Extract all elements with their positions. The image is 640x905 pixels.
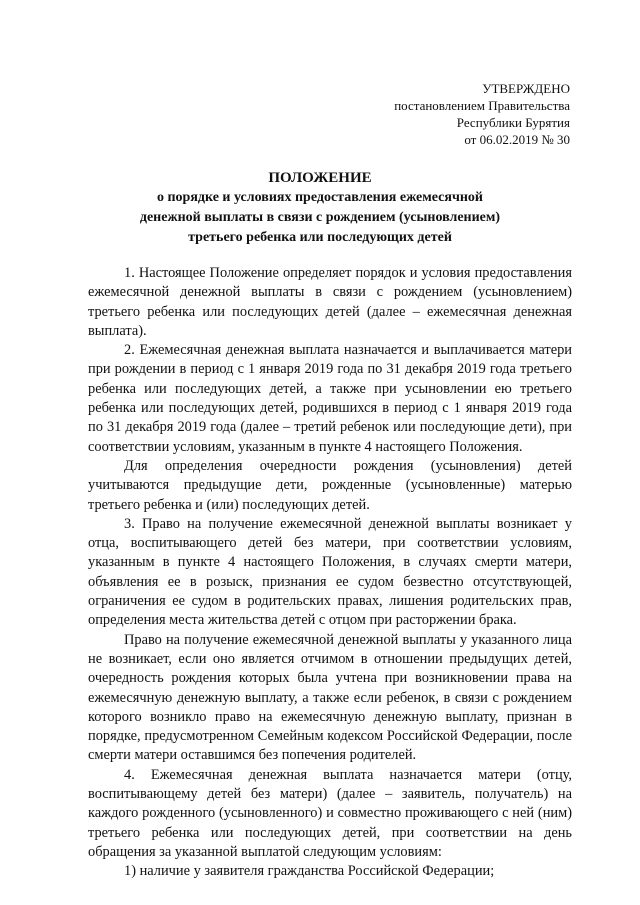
approval-region: Республики Бурятия — [456, 115, 570, 130]
document-title: ПОЛОЖЕНИЕ — [268, 170, 372, 186]
approval-heading: УТВЕРЖДЕНО — [482, 81, 570, 96]
condition-1: 1) наличие у заявителя гражданства Российской Федерации; — [124, 863, 495, 880]
approval-authority: постановлением Правительства — [394, 98, 570, 113]
paragraph-4: 4. Ежемесячная денежная выплата назначается матери (отцу, воспитывающему детей без матери) (далее – заявитель, получатель) на каждого рожденного (усыновленного) и совместно проживающего с ней (ним) третьего ребенка или последующих детей, при соответствии на день обращения за указанной выплатой следующим условиям: — [88, 766, 572, 860]
paragraph-2-note: Для определения очередности рождения (усыновления) детей учитываются предыдущие дети, рожденные (усыновленные) матерью третьего ребенка и (или) последующих детей. — [88, 457, 572, 513]
approval-date-number: от 06.02.2019 № 30 — [464, 132, 570, 147]
paragraph-3-note: Право на получение ежемесячной денежной выплаты у указанного лица не возникает, если оно является отчимом в отношении предыдущих детей, очередность рождения которых была учтена при возникновении права на ежемесячную денежную выплату, а также если ребенок, в связи с рождением которого возникло право на ежемесячную денежную выплату, признан в порядке, предусмотренном Семейным кодексом Российской Федерации, после смерти матери оставшимся без попечения родителей. — [88, 631, 572, 764]
document-subtitle-line-3: третьего ребенка или последующих детей — [188, 230, 452, 245]
paragraph-1: 1. Настоящее Положение определяет порядок и условия предоставления ежемесячной денежной выплаты в связи с рождением (усыновлением) третьего ребенка или последующих детей (далее – ежемесячная денежная выплата). — [88, 265, 572, 339]
document-body — [88, 264, 572, 882]
document-title-block — [60, 168, 580, 248]
document-subtitle-line-2: денежной выплаты в связи с рождением (усыновлением) — [139, 210, 501, 225]
paragraph-3: 3. Право на получение ежемесячной денежной выплаты возникает у отца, воспитывающего детей без матери, при соответствии условиям, указанным в пункте 4 настоящего Положения, в случаях смерти матери, объявления ее в розыск, признания ее судом безвестно отсутствующей, ограничения ее судом в родительских правах, лишения родительских прав, определения места жительства детей с отцом при расторжении брака. — [88, 515, 572, 629]
paragraph-2: 2. Ежемесячная денежная выплата назначается и выплачивается матери при рождении в период с 1 января 2019 года по 31 декабря 2019 года третьего ребенка или последующих детей, а также при усыновлении ею третьего ребенка или последующих детей, родившихся в период с 1 января 2019 года по 31 декабря 2019 года (далее – третий ребенок или последующие дети), при соответствии условиям, указанным в пункте 4 настоящего Положения. — [88, 342, 572, 455]
approval-stamp — [394, 80, 570, 148]
document-subtitle-line-1: о порядке и условиях предоставления ежемесячной — [156, 190, 483, 205]
